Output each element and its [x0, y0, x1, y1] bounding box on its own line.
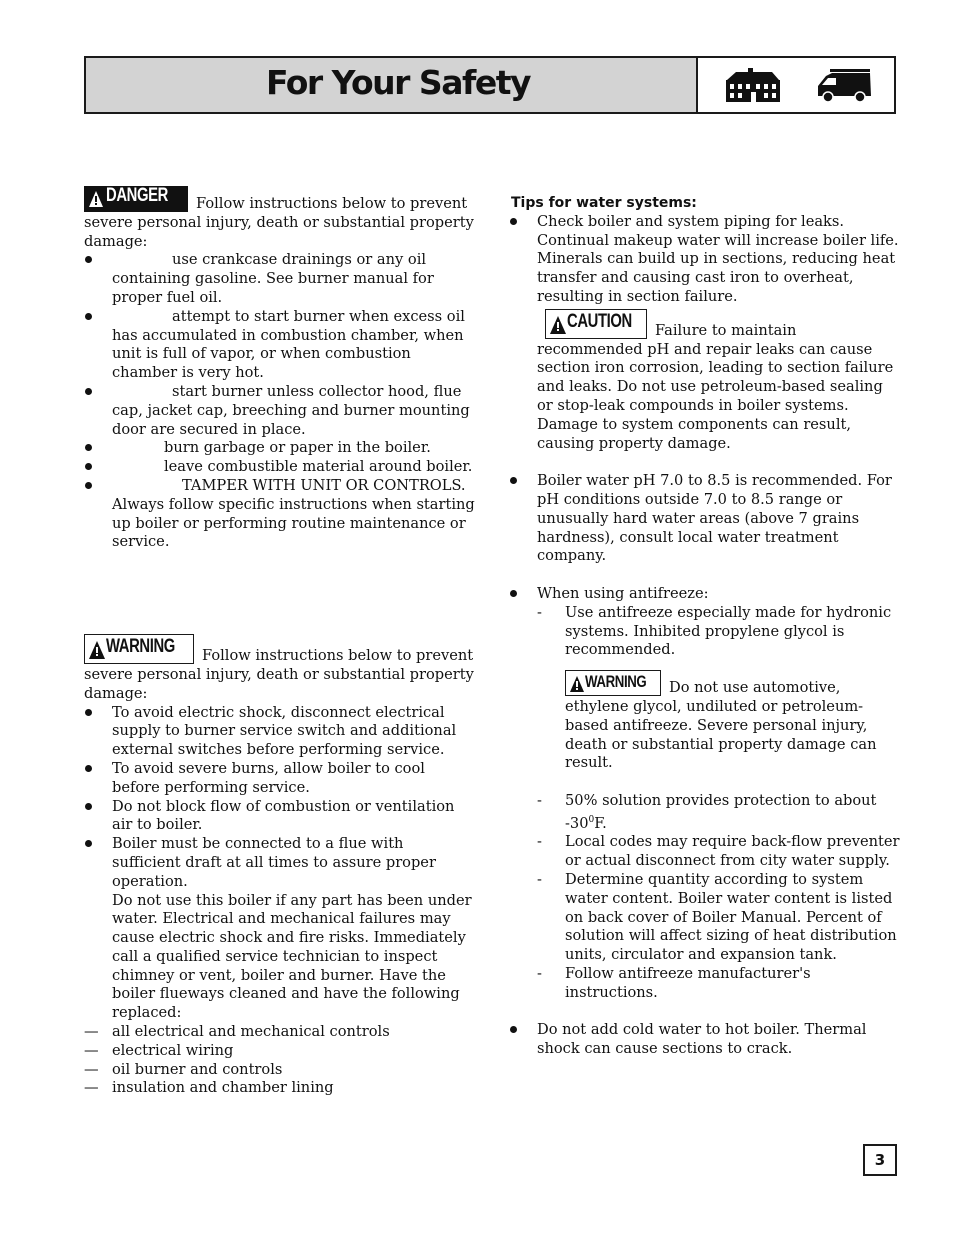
replace-item: — electrical wiring: [84, 1041, 234, 1059]
bullet-icon: [85, 840, 92, 847]
tips-list: [509, 213, 901, 1059]
flood-paragraph: Do not use this boiler if any part has been under water. Electrical and mechanical failures may cause electric shock and fire risks. Immediately call a qualified service technician to inspect chimney or vent, boiler and burner. Have the boiler flueways cleaned and have the following replaced:: [112, 891, 472, 1022]
warning-triangle-icon: [88, 640, 106, 660]
antifreeze-sub-item: - Determine quantity according to system water content. Boiler water content is listed on back cover of Boiler Manual. Percent of solution will affect sizing of heat distribution units, circulator and expansion tank.: [537, 870, 897, 964]
bullet-icon: [85, 803, 92, 810]
antifreeze-sub-item: - Follow antifreeze manufacturer's instructions.: [537, 964, 811, 1001]
list-item: leave combustible material around boiler.: [84, 458, 476, 477]
bullet-icon: [510, 218, 517, 225]
bullet-icon: [85, 388, 92, 395]
list-item: attempt to start burner when excess oil has accumulated in combustion chamber, when unit is full of vapor, or when combustion chamber is very hot.: [84, 308, 476, 383]
replace-item: — all electrical and mechanical controls: [84, 1023, 390, 1041]
list-item: Do not block flow of combustion or ventilation air to boiler.: [84, 798, 476, 836]
caution-text: Failure to maintain recommended pH and repair leaks can cause section iron corrosion, leading to section failure and leaks. Do not use petroleum-based sealing or stop-leak compounds in boiler systems. Damage to system components can result, causing property damage.: [537, 321, 894, 452]
warning-triangle-icon: [549, 315, 567, 335]
warning-label: WARNING: [585, 672, 647, 692]
replace-item: — insulation and chamber lining: [84, 1079, 334, 1097]
bullet-icon: [85, 765, 92, 772]
list-item: TAMPER WITH UNIT OR CONTROLS. Always follow specific instructions when starting up boiler or performing routine maintenance or service.: [84, 477, 476, 552]
house-icon: [724, 68, 782, 104]
antifreeze-sub-item: - Use antifreeze especially made for hydronic systems. Inhibited propylene glycol is recommended. WARNING Do not use automotive, ethylene glycol, undiluted or petroleum-based antifreeze. Severe personal injury, death or substantial property damage can result.: [537, 604, 901, 773]
warning-signal: [84, 634, 194, 664]
warning-list: [84, 704, 476, 1099]
list-item: use crankcase drainings or any oil containing gasoline. See burner manual for proper fuel oil.: [84, 251, 476, 307]
antifreeze-sub-item: - Local codes may require back-flow preventer or actual disconnect from city water supply.: [537, 833, 900, 870]
list-item: Do not add cold water to hot boiler. Thermal shock can cause sections to crack.: [509, 1021, 901, 1059]
warning-intro: [84, 634, 476, 703]
tips-heading: Tips for water systems:: [511, 195, 697, 211]
antifreeze-sub-item: - 50% solution provides protection to about $-30^0F$.: [537, 791, 877, 832]
danger-list: [84, 251, 476, 552]
warning-triangle-icon: [88, 190, 104, 208]
bullet-icon: [85, 463, 92, 470]
right-column: [509, 194, 901, 1059]
warning-triangle-icon: [569, 675, 585, 693]
warning-label: WARNING: [106, 636, 175, 658]
list-item: burn garbage or paper in the boiler.: [84, 439, 476, 458]
caution-paragraph: [537, 309, 901, 454]
warning-intro-text: Follow instructions below to prevent severe personal injury, death or substantial property damage:: [84, 647, 474, 702]
list-item: Boiler must be connected to a flue with sufficient draft at all times to assure proper operation. Do not use this boiler if any part has been under water. Electrical and mechanical failures may cause electric shock and fire risks. Immediately call a qualified service technician to inspect chimney or vent, boiler and burner. Have the boiler flueways cleaned and have the following replaced: — all electrical and mechanical controls — electrical wiring — oil burner and controls — insulation and chamber lining: [84, 835, 476, 1098]
caution-label: CAUTION: [567, 310, 632, 332]
danger-label: DANGER: [106, 185, 168, 206]
bullet-icon: [510, 1026, 517, 1033]
van-icon: [814, 68, 874, 104]
warning-signal: [565, 670, 661, 696]
page-header: [84, 56, 896, 114]
header-icons: [696, 58, 894, 112]
bullet-icon: [85, 709, 92, 716]
list-item: To avoid electric shock, disconnect electrical supply to burner service switch and additional external switches before performing service.: [84, 704, 476, 760]
list-item: Check boiler and system piping for leaks. Continual makeup water will increase boiler life. Minerals can build up in sections, reducing heat transfer and causing cast iron to overheat, resulting in section failure. CAUTION Failure to maintain recommended pH and repair leaks can cause section iron corrosion, leading to section failure and leaks. Do not use petroleum-based sealing or stop-leak compounds in boiler systems. Damage to system components can result, causing property damage.: [509, 213, 901, 454]
page-title: For Your Safety: [266, 63, 530, 102]
bullet-icon: [510, 590, 517, 597]
antifreeze-warning: [565, 670, 901, 773]
danger-intro: [84, 186, 476, 251]
bullet-icon: [85, 313, 92, 320]
caution-signal: [545, 309, 647, 339]
antifreeze-warning-text: Do not use automotive, ethylene glycol, undiluted or petroleum-based antifreeze. Severe personal injury, death or substantial property damage can result.: [565, 679, 877, 772]
bullet-icon: [85, 256, 92, 263]
bullet-icon: [510, 477, 517, 484]
list-item: When using antifreeze: - Use antifreeze especially made for hydronic systems. Inhibited propylene glycol is recommended. WARNING Do not use automotive, ethylene glycol, undiluted or petroleum-based antifreeze. Severe personal injury, death or substantial property damage can result. - 50% solution provides protection to about $-30^0F$. - Local codes may require back-flow preventer or actual disconnect from city water supply. - Determine quantity according to system water content. Boiler water content is listed on back cover of Boiler Manual. Percent of solution will affect sizing of heat distribution units, circulator and expansion tank. - Follow antifreeze manufacturer's instructions.: [509, 585, 901, 1003]
list-item: start burner unless collector hood, flue cap, jacket cap, breeching and burner mounting door are secured in place.: [84, 383, 476, 439]
bullet-icon: [85, 444, 92, 451]
page-number: 3: [863, 1144, 897, 1176]
list-item: Boiler water pH 7.0 to 8.5 is recommended. For pH conditions outside 7.0 to 8.5 range or unusually hard water areas (above 7 grains hardness), consult local water treatment company.: [509, 472, 901, 566]
danger-signal: [84, 186, 188, 212]
bullet-icon: [85, 482, 92, 489]
replace-item: — oil burner and controls: [84, 1060, 283, 1078]
list-item: To avoid severe burns, allow boiler to cool before performing service.: [84, 760, 476, 798]
left-column: [84, 186, 476, 1098]
danger-intro-text: Follow instructions below to prevent severe personal injury, death or substantial property damage:: [84, 195, 474, 250]
